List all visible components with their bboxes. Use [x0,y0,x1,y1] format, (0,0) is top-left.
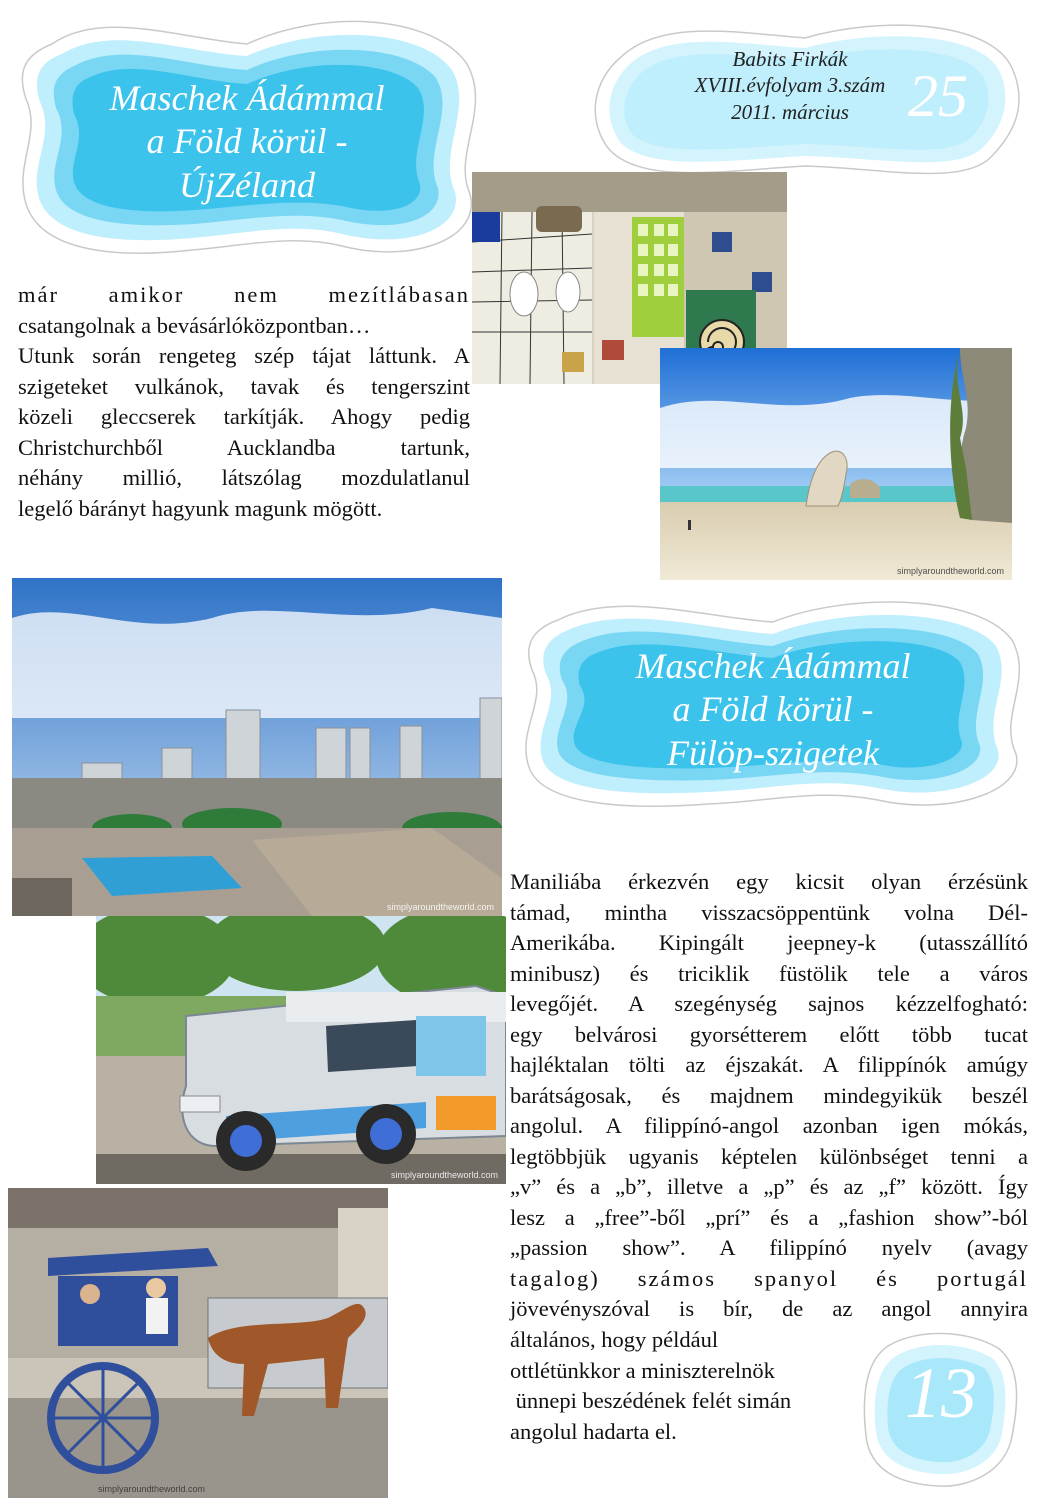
page-number-bottom: 13 [905,1353,977,1433]
photo-jeepney [96,916,506,1184]
page-number-cloud [858,1326,1024,1490]
ph-text-line: levegőjét. A szegénység sajnos kézzelfogható: [510,991,1028,1016]
title-ph-line-3: Fülöp-szigetek [667,732,879,773]
ph-tail-line: általános, hogy például [510,1327,719,1352]
watermark-carriage: simplyaroundtheworld.com [98,1484,206,1494]
masthead-cloud [590,18,1022,180]
nz-text-line: csatangolnak a bevásárlóközpontban… [18,312,371,338]
title-nz-line-1: Maschek Ádámmal [109,78,385,119]
photo-horse-carriage [8,1188,388,1498]
masthead-page-number: 25 [908,63,968,129]
watermark-skyline: simplyaroundtheworld.com [386,902,494,912]
nz-article-text [18,280,470,524]
ph-text-line: jövevényszóval is bír, de az angol annyira [510,1296,1028,1321]
masthead-date: 2011. március [731,99,849,124]
ph-text-line: egy belvárosi gyorsétterem előtt több tucat [510,1021,1028,1047]
ph-text-line: legtöbbjük ugyanis képtelen különbséget tenni a [510,1143,1028,1169]
ph-text-line: lesz a „free”-ből „prí” és a „fashion show”-ból [510,1204,1028,1230]
ph-tail-line: angolul hadarta el. [510,1418,677,1444]
title-ph-line-1: Maschek Ádámmal [635,646,911,687]
ph-tail-line: ottlétünkkor a miniszterelnök [510,1357,775,1383]
ph-text-line: támad, mintha visszacsöppentünk volna Dél- [510,899,1028,925]
nz-text-line: Utunk során rengeteg szép tájat láttunk. A [18,343,470,368]
nz-text-line: legelő bárányt hagyunk magunk mögött. [18,495,383,521]
title-nz-line-3: ÚjZéland [178,164,315,205]
title-nz-line-2: a Föld körül - [146,121,348,162]
nz-text-line: már amikor nem mezítlábasan [18,282,470,307]
photo-beach-rock [660,348,1012,580]
watermark-jeepney: simplyaroundtheworld.com [390,1170,498,1180]
ph-text-line: Maniliába érkezvén egy kicsit olyan érzésünk [510,869,1028,894]
ph-text-line: angolul. A filippínó-angol azonban igen mókás, [510,1113,1028,1138]
masthead-publication: Babits Firkák [732,47,848,71]
nz-text-line: közeli gleccserek tarkítják. Ahogy pedig [18,404,470,429]
ph-article-text-tail [510,1325,850,1447]
ph-text-line: „v” és a „b”, illetve a „p” és az „f” között. Így [510,1174,1028,1199]
ph-text-line: minibusz) és triciklik füstölik tele a város [510,960,1028,986]
photo-manila-skyline [12,578,502,916]
title-cloud-new-zealand [12,14,482,262]
ph-text-line: Amerikába. Kipingált jeepney-k (utasszállító [510,930,1028,955]
ph-text-line: hajléktalan tölti az éjszakát. A filippínók amúgy [510,1052,1028,1077]
title-ph-line-2: a Föld körül - [672,689,874,730]
title-cloud-philippines [518,596,1028,812]
masthead-volume: XVIII.évfolyam 3.szám [694,73,886,98]
nz-text-line: Christchurchből Aucklandba tartunk, [18,434,470,460]
ph-text-line: „passion show”. A filippínó nyelv (avagy [510,1235,1028,1260]
ph-text-line: barátságosak, és majdnem mindegyikük beszél [510,1082,1028,1108]
nz-text-line: néhány millió, látszólag mozdulatlanul [18,465,470,490]
watermark-beach: simplyaroundtheworld.com [896,566,1004,576]
ph-text-line: tagalog) számos spanyol és portugál [510,1265,1028,1291]
ph-article-text [510,867,1028,1325]
ph-tail-line: ünnepi beszédének felét simán [510,1388,792,1413]
nz-text-line: szigeteket vulkánok, tavak és tengerszint [18,373,470,399]
